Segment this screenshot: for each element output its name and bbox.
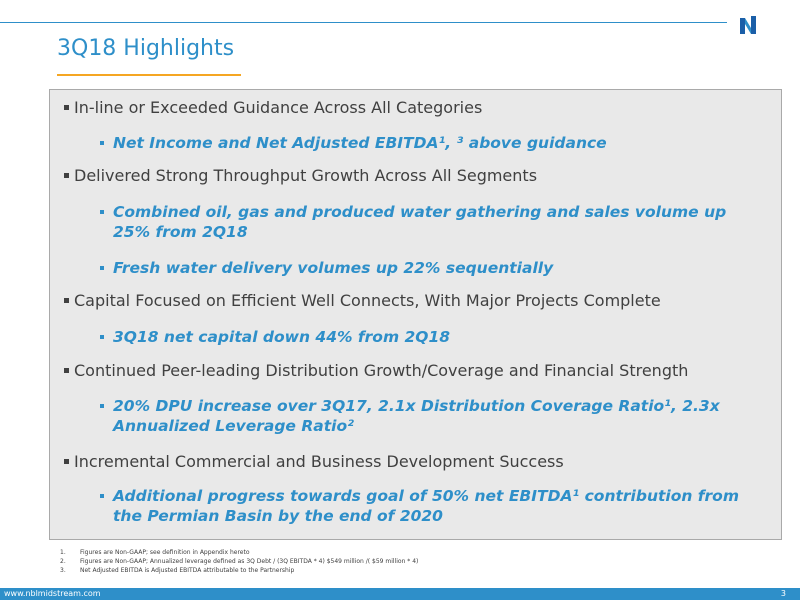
highlights-box bbox=[49, 89, 782, 540]
bullet-1-text: In-line or Exceeded Guidance Across All Categories bbox=[74, 98, 483, 117]
footnote-1 bbox=[60, 548, 760, 557]
footnote-2-number: 2. bbox=[60, 558, 66, 565]
square-bullet-icon bbox=[64, 459, 69, 464]
footnotes bbox=[60, 548, 760, 575]
square-bullet-icon bbox=[100, 266, 104, 270]
footnote-1-text: Figures are Non-GAAP; see definition in Appendix hereto bbox=[80, 549, 250, 556]
bullet-2 bbox=[64, 166, 764, 186]
square-bullet-icon bbox=[64, 368, 69, 373]
nbl-midstream-logo-icon bbox=[738, 14, 758, 36]
square-bullet-icon bbox=[100, 494, 104, 498]
title-underline bbox=[57, 74, 241, 76]
bullet-3-sub-1-text: 3Q18 net capital down 44% from 2Q18 bbox=[113, 328, 451, 346]
bullet-2-sub-2 bbox=[100, 258, 765, 278]
bullet-5 bbox=[64, 452, 764, 472]
footnote-2 bbox=[60, 557, 760, 566]
bullet-2-text: Delivered Strong Throughput Growth Across All Segments bbox=[74, 166, 538, 185]
bullet-3-sub-1 bbox=[100, 327, 765, 347]
header-rule bbox=[0, 22, 727, 23]
bullet-1-sub-1 bbox=[100, 133, 765, 153]
bullet-3-text: Capital Focused on Efficient Well Connects, With Major Projects Complete bbox=[74, 291, 661, 310]
square-bullet-icon bbox=[100, 335, 104, 339]
footnote-3 bbox=[60, 566, 760, 575]
bullet-2-sub-2-text: Fresh water delivery volumes up 22% sequentially bbox=[113, 259, 554, 277]
footnote-2-text: Figures are Non-GAAP; Annualized leverage defined as 3Q Debt / (3Q EBITDA * 4) $549 million /( $59 million * 4) bbox=[80, 558, 419, 565]
square-bullet-icon bbox=[64, 298, 69, 303]
bullet-1-sub-1-text: Net Income and Net Adjusted EBITDA¹, ³ above guidance bbox=[113, 134, 607, 152]
square-bullet-icon bbox=[100, 141, 104, 145]
footnote-3-number: 3. bbox=[60, 567, 66, 574]
bullet-3 bbox=[64, 291, 764, 311]
bullet-5-text: Incremental Commercial and Business Development Success bbox=[74, 452, 564, 471]
bullet-2-sub-1 bbox=[100, 202, 765, 242]
square-bullet-icon bbox=[64, 173, 69, 178]
page-number: 3 bbox=[780, 589, 786, 598]
footer-bar bbox=[0, 588, 800, 600]
square-bullet-icon bbox=[100, 210, 104, 214]
square-bullet-icon bbox=[64, 105, 69, 110]
bullet-5-sub-1-text: Additional progress towards goal of 50% net EBITDA¹ contribution from the Permian Basin by the end of 2020 bbox=[113, 487, 739, 525]
square-bullet-icon bbox=[100, 404, 104, 408]
page-title: 3Q18 Highlights bbox=[57, 36, 235, 61]
bullet-4-sub-1-text: 20% DPU increase over 3Q17, 2.1x Distribution Coverage Ratio¹, 2.3x Annualized Leverage Ratio² bbox=[113, 397, 720, 435]
footer-url[interactable]: www.nblmidstream.com bbox=[4, 589, 101, 598]
bullet-4-text: Continued Peer-leading Distribution Growth/Coverage and Financial Strength bbox=[74, 361, 689, 380]
footnote-1-number: 1. bbox=[60, 549, 66, 556]
footnote-3-text: Net Adjusted EBITDA is Adjusted EBITDA attributable to the Partnership bbox=[80, 567, 295, 574]
bullet-5-sub-1 bbox=[100, 486, 765, 526]
bullet-4 bbox=[64, 361, 764, 381]
bullet-2-sub-1-text: Combined oil, gas and produced water gathering and sales volume up 25% from 2Q18 bbox=[113, 203, 727, 241]
bullet-1 bbox=[64, 98, 764, 118]
bullet-4-sub-1 bbox=[100, 396, 765, 436]
